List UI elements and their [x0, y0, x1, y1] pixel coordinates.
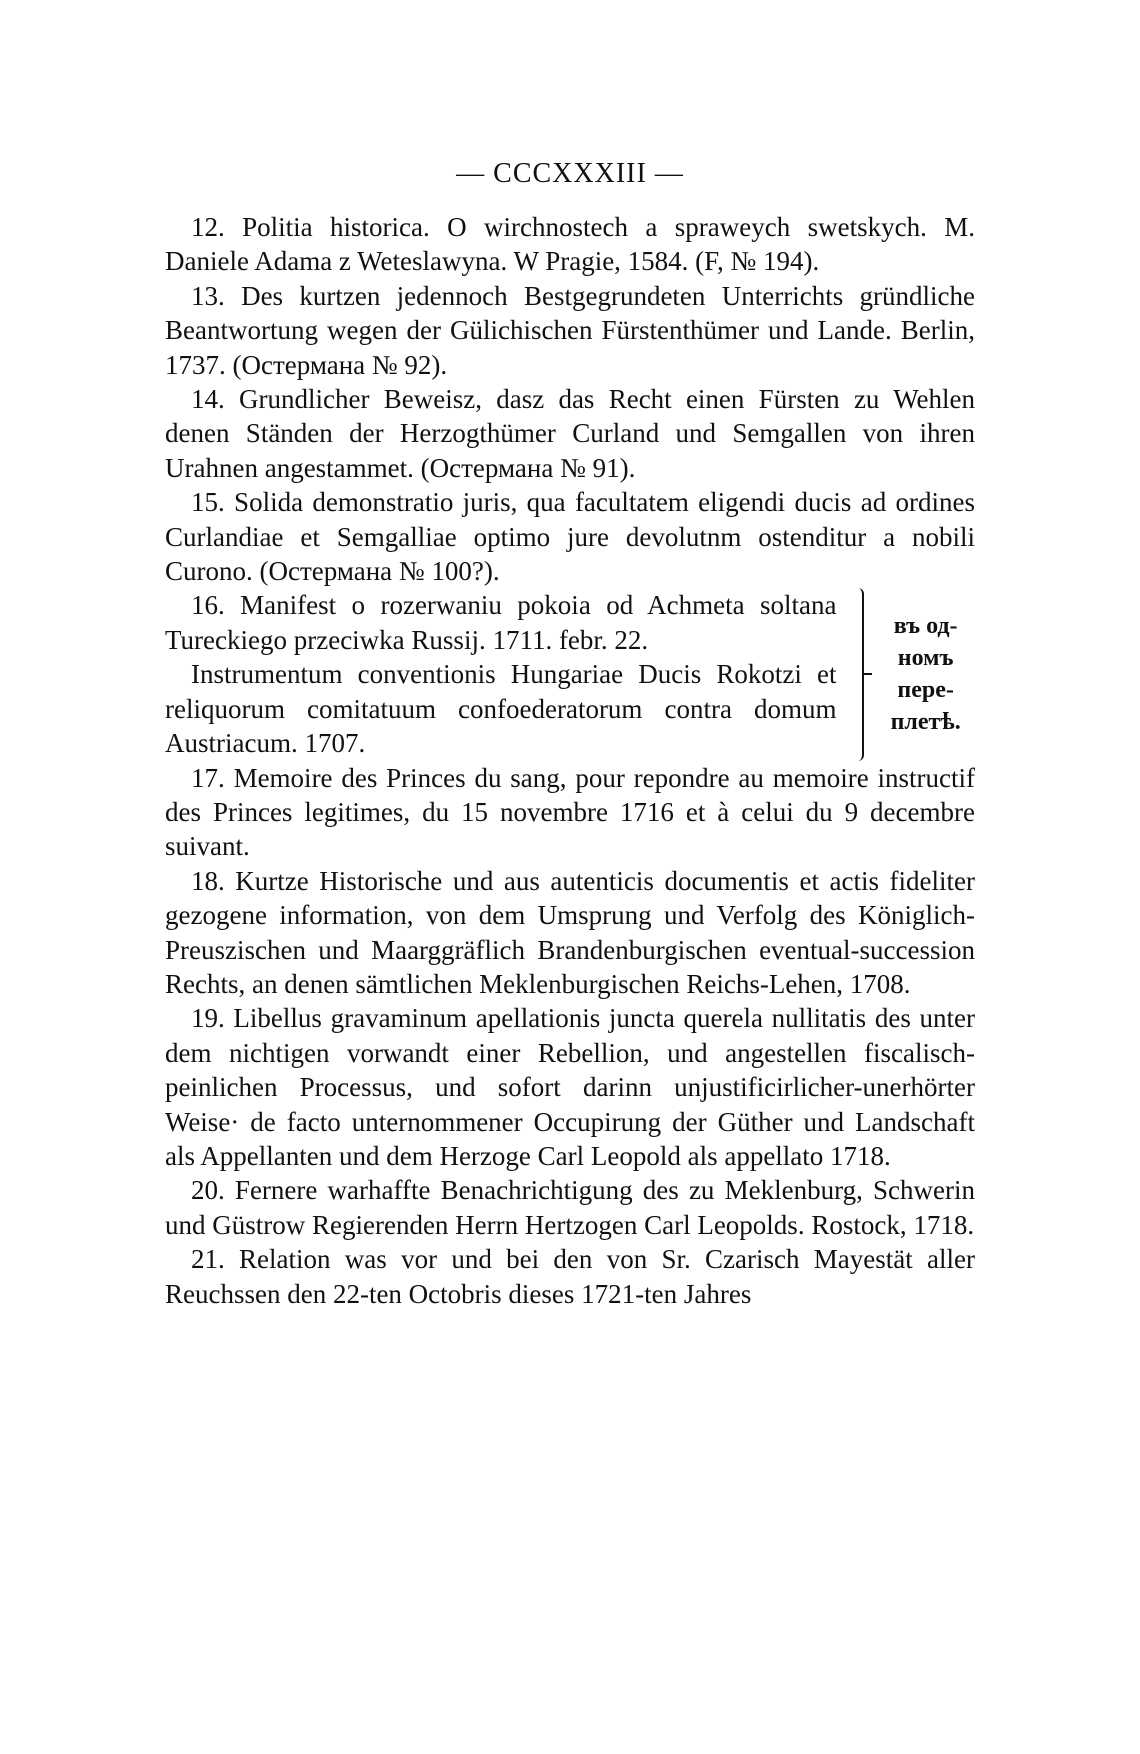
- entry-18: 18. Kurtze Historische und aus autenticis documentis et actis fideliter gezogene information, von dem Umsprung und Verfolg des Königlich-Preuszischen und Maarggräflich Brandenburgischen eventual-succession Rechts, an denen sämtlichen Meklenburgischen Reichs-Lehen, 1708.: [165, 865, 975, 999]
- binding-note-line: плетѣ.: [890, 709, 961, 736]
- page-number: — CCCXXXIII —: [456, 158, 684, 189]
- bound-together-group: [165, 588, 975, 760]
- entry-17: 17. Memoire des Princes du sang, pour repondre au memoire instructif des Princes legitimes, du 15 novembre 1716 et à celui du 9 decembre suivant.: [165, 762, 975, 862]
- group-entries: [165, 588, 836, 760]
- entry-16: 16. Manifest o rozerwaniu pokoia od Achmeta soltana Tureckiego przeciwka Russij. 1711. febr. 22.: [165, 590, 837, 655]
- bibliography-list: [165, 210, 975, 1311]
- entry-20: 20. Fernere warhaffte Benachrichtigung des zu Meklenburg, Schwerin und Güstrow Regierenden Herrn Hertzogen Carl Leopolds. Rostock, 1718.: [165, 1175, 975, 1240]
- binding-note-line: пере-: [897, 677, 954, 704]
- binding-note-line: въ од-: [893, 613, 958, 640]
- entry-12: 12. Politia historica. O wirchnostech a sprawеych swetskych. M. Daniele Adama z Weteslawyna. W Pragie, 1584. (F, № 194).: [165, 212, 975, 277]
- entry-16-instrumentum: Instrumentum conventionis Hungariae Ducis Rokotzi et reliquorum comitatuum confoederatorum contra domum Austriacum. 1707.: [165, 659, 837, 759]
- entry-19: 19. Libellus gravaminum apellationis juncta querela nullitatis des unter dem nichtigen vorwandt einer Rebellion, und angestellen fiscalisch-peinlichen Processus, und sofort darinn unjustificirlicher-unerhörter Weise· de facto unternommener Occupirung der Güther und Landschaft als Appellanten und dem Herzoge Carl Leopold als appellato 1718.: [165, 1003, 975, 1171]
- entry-15: 15. Solida demonstratio juris, qua facultatem eligendi ducis ad ordines Curlandiae et Semgalliae optimo jure devolutnm ostenditur a nobili Curono. (Остермана № 100?).: [165, 487, 975, 587]
- binding-note-line: номъ: [897, 645, 954, 672]
- entry-21: 21. Relation was vor und bei den von Sr. Czarisch Mayestät aller Reuchssen den 22-ten Octobris dieses 1721-ten Jahres: [165, 1244, 975, 1309]
- entry-14: 14. Grundlicher Beweisz, dasz das Recht einen Fürsten zu Wehlen denen Ständen der Herzogthümer Curland und Semgallen von ihren Urahnen angestammet. (Остермана № 91).: [165, 384, 975, 483]
- entry-13: 13. Des kurtzen jedennoch Bestgegrundeten Unterrichts gründliche Beantwortung wegen der Gülichischen Fürstenthümer und Lande. Berlin, 1737. (Остермана № 92).: [165, 280, 975, 380]
- binding-note: [876, 588, 975, 760]
- curly-brace: [844, 588, 864, 760]
